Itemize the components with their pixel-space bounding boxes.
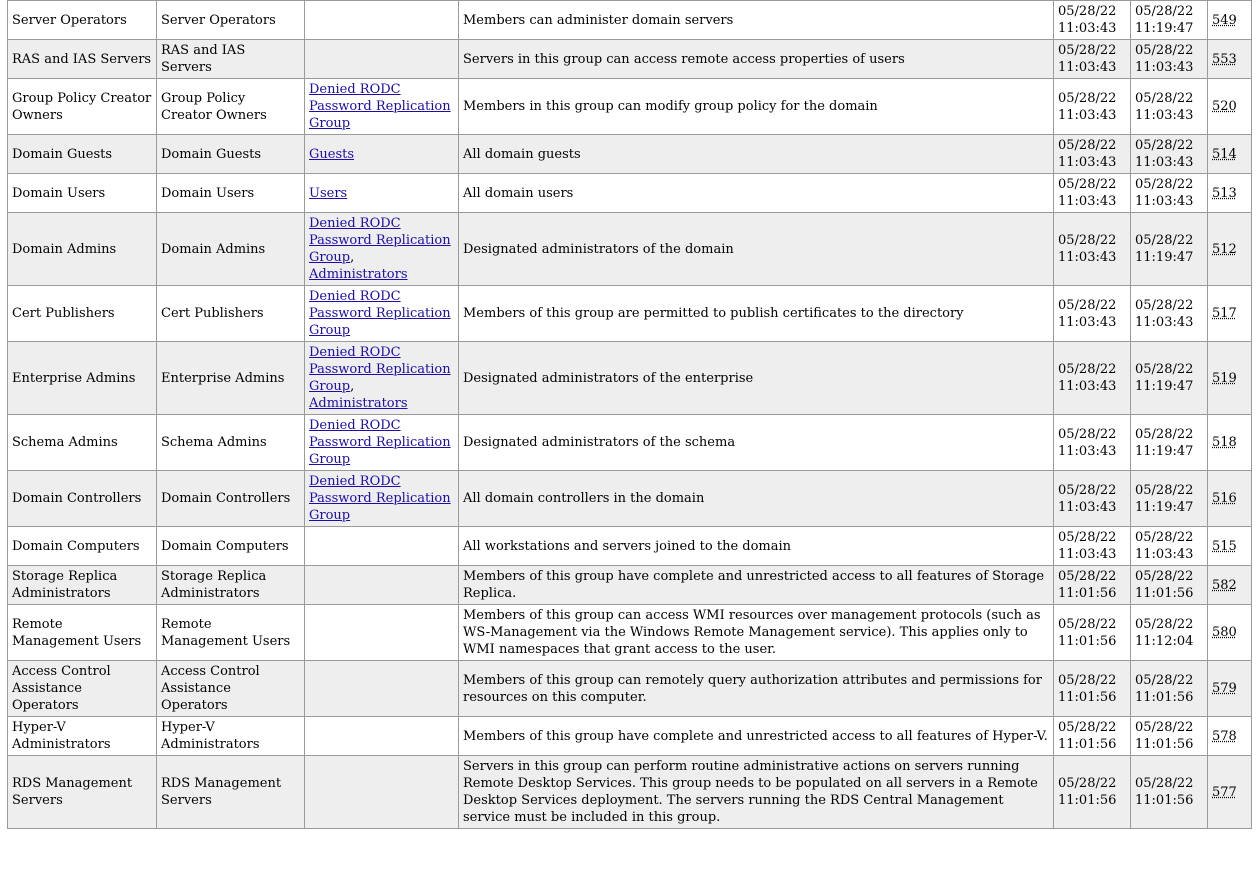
created-date: 05/28/22 — [1058, 569, 1117, 584]
created-date: 05/28/22 — [1058, 672, 1117, 688]
changed-time: 11:03:43 — [1135, 194, 1194, 209]
description-cell: Members of this group have complete and unrestricted access to all features of Storage Replica. — [459, 566, 1054, 605]
rid-cell — [1208, 342, 1252, 415]
created-date: 05/28/22 — [1058, 776, 1117, 791]
table-row — [8, 213, 1252, 286]
changed-cell — [1131, 286, 1208, 342]
changed-date: 05/28/22 — [1135, 616, 1194, 632]
table-row — [8, 661, 1252, 717]
changed-cell — [1131, 342, 1208, 415]
rid-value: 577 — [1212, 784, 1237, 800]
rid-cell — [1208, 40, 1252, 79]
description-cell: Members of this group can remotely query authorization attributes and permissions for resources on this computer. — [459, 661, 1054, 717]
rid-value: 513 — [1212, 185, 1237, 201]
changed-time: 11:19:47 — [1135, 21, 1194, 36]
changed-date: 05/28/22 — [1135, 138, 1194, 153]
table-row — [8, 1, 1252, 40]
changed-date: 05/28/22 — [1135, 362, 1194, 377]
created-cell — [1054, 286, 1131, 342]
sam-account-name-cell: Domain Computers — [8, 527, 157, 566]
description-cell: Members can administer domain servers — [459, 1, 1054, 40]
created-date: 05/28/22 — [1058, 362, 1117, 377]
member-of-link[interactable]: Administrators — [309, 267, 408, 282]
sam-account-name-cell: Domain Admins — [8, 213, 157, 286]
changed-cell — [1131, 1, 1208, 40]
changed-cell — [1131, 717, 1208, 756]
changed-date: 05/28/22 — [1135, 43, 1194, 58]
rid-value: 514 — [1212, 146, 1237, 162]
member-of-cell — [305, 717, 459, 756]
common-name-cell: Storage Replica Administrators — [157, 566, 305, 605]
common-name-cell: Server Operators — [157, 1, 305, 40]
rid-value: 578 — [1212, 728, 1237, 744]
member-separator: , — [350, 379, 355, 394]
rid-value: 549 — [1212, 12, 1237, 28]
common-name-cell: Domain Guests — [157, 135, 305, 174]
created-cell — [1054, 756, 1131, 829]
created-time: 11:03:43 — [1058, 107, 1117, 123]
changed-time: 11:03:43 — [1135, 107, 1194, 123]
rid-value: 512 — [1212, 241, 1237, 257]
changed-cell — [1131, 135, 1208, 174]
sam-account-name-cell: Storage Replica Administrators — [8, 566, 157, 605]
description-cell: All domain controllers in the domain — [459, 471, 1054, 527]
created-time: 11:03:43 — [1058, 547, 1117, 562]
common-name-cell: Remote Management Users — [157, 605, 305, 661]
changed-date: 05/28/22 — [1135, 426, 1194, 442]
rid-value: 519 — [1212, 370, 1237, 386]
changed-time: 11:19:47 — [1135, 250, 1194, 265]
description-cell: Members of this group can access WMI resources over management protocols (such as WS-Management via the Windows Remote Management service). This applies only to WMI namespaces that grant access to the user. — [459, 605, 1054, 661]
table-row — [8, 605, 1252, 661]
rid-cell — [1208, 79, 1252, 135]
changed-time: 11:19:47 — [1135, 379, 1194, 394]
rid-cell — [1208, 174, 1252, 213]
sam-account-name-cell: Domain Guests — [8, 135, 157, 174]
table-row — [8, 342, 1252, 415]
changed-time: 11:03:43 — [1135, 60, 1194, 75]
common-name-cell: RDS Management Servers — [157, 756, 305, 829]
changed-date: 05/28/22 — [1135, 90, 1194, 106]
table-row — [8, 415, 1252, 471]
changed-cell — [1131, 213, 1208, 286]
created-cell — [1054, 40, 1131, 79]
created-time: 11:03:43 — [1058, 194, 1117, 209]
common-name-cell: Domain Admins — [157, 213, 305, 286]
rid-cell — [1208, 566, 1252, 605]
changed-date: 05/28/22 — [1135, 482, 1194, 498]
description-cell: Designated administrators of the schema — [459, 415, 1054, 471]
rid-value: 579 — [1212, 681, 1237, 696]
created-date: 05/28/22 — [1058, 530, 1117, 545]
sam-account-name-cell: Schema Admins — [8, 415, 157, 471]
changed-cell — [1131, 605, 1208, 661]
created-cell — [1054, 527, 1131, 566]
created-date: 05/28/22 — [1058, 482, 1117, 498]
created-time: 11:03:43 — [1058, 60, 1117, 75]
rid-cell — [1208, 213, 1252, 286]
member-of-cell — [305, 286, 459, 342]
created-date: 05/28/22 — [1058, 43, 1117, 58]
description-cell: All domain users — [459, 174, 1054, 213]
changed-date: 05/28/22 — [1135, 776, 1194, 791]
created-time: 11:03:43 — [1058, 21, 1117, 36]
created-time: 11:01:56 — [1058, 737, 1117, 752]
rid-cell — [1208, 1, 1252, 40]
common-name-cell: Group Policy Creator Owners — [157, 79, 305, 135]
rid-value: 520 — [1212, 99, 1237, 114]
rid-cell — [1208, 286, 1252, 342]
rid-cell — [1208, 471, 1252, 527]
table-row — [8, 566, 1252, 605]
changed-date: 05/28/22 — [1135, 720, 1194, 735]
common-name-cell: Access Control Assistance Operators — [157, 661, 305, 717]
table-row — [8, 756, 1252, 829]
member-of-cell — [305, 566, 459, 605]
created-date: 05/28/22 — [1058, 177, 1117, 192]
rid-cell — [1208, 661, 1252, 717]
table-row — [8, 135, 1252, 174]
sam-account-name-cell: Group Policy Creator Owners — [8, 79, 157, 135]
created-date: 05/28/22 — [1058, 297, 1117, 313]
sam-account-name-cell: Domain Users — [8, 174, 157, 213]
description-cell: Designated administrators of the domain — [459, 213, 1054, 286]
member-separator: , — [350, 250, 355, 265]
sam-account-name-cell: Enterprise Admins — [8, 342, 157, 415]
created-time: 11:01:56 — [1058, 689, 1117, 705]
sam-account-name-cell: Access Control Assistance Operators — [8, 661, 157, 717]
table-row — [8, 174, 1252, 213]
created-cell — [1054, 342, 1131, 415]
changed-cell — [1131, 566, 1208, 605]
member-of-cell — [305, 527, 459, 566]
member-of-link[interactable]: Denied RODC Password Replication Group — [309, 345, 451, 394]
member-of-cell — [305, 415, 459, 471]
member-of-cell — [305, 213, 459, 286]
changed-cell — [1131, 527, 1208, 566]
rid-cell — [1208, 135, 1252, 174]
member-of-link[interactable]: Administrators — [309, 396, 408, 411]
created-cell — [1054, 135, 1131, 174]
created-cell — [1054, 605, 1131, 661]
description-cell: Servers in this group can perform routine administrative actions on servers running Remote Desktop Services. This group needs to be populated on all servers in a Remote Desktop Services deployment. The servers running the RDS Central Management service must be included in this group. — [459, 756, 1054, 829]
created-time: 11:01:56 — [1058, 633, 1117, 649]
created-date: 05/28/22 — [1058, 233, 1117, 248]
description-cell: Members in this group can modify group policy for the domain — [459, 79, 1054, 135]
table-row — [8, 40, 1252, 79]
rid-cell — [1208, 756, 1252, 829]
member-of-link[interactable]: Denied RODC Password Replication Group — [309, 418, 451, 467]
member-of-cell — [305, 756, 459, 829]
changed-time: 11:19:47 — [1135, 499, 1194, 515]
common-name-cell: RAS and IAS Servers — [157, 40, 305, 79]
created-cell — [1054, 213, 1131, 286]
groups-table-body — [8, 1, 1252, 829]
created-time: 11:03:43 — [1058, 155, 1117, 170]
changed-cell — [1131, 471, 1208, 527]
member-of-link[interactable]: Denied RODC Password Replication Group — [309, 82, 451, 131]
member-of-cell — [305, 135, 459, 174]
table-row — [8, 79, 1252, 135]
member-of-link[interactable]: Denied RODC Password Replication Group — [309, 216, 451, 265]
created-time: 11:03:43 — [1058, 499, 1117, 515]
changed-date: 05/28/22 — [1135, 177, 1194, 192]
changed-cell — [1131, 415, 1208, 471]
groups-table — [7, 0, 1252, 829]
created-date: 05/28/22 — [1058, 616, 1117, 632]
common-name-cell: Domain Controllers — [157, 471, 305, 527]
sam-account-name-cell: Hyper-V Administrators — [8, 717, 157, 756]
description-cell: All domain guests — [459, 135, 1054, 174]
rid-value: 553 — [1212, 51, 1237, 67]
created-cell — [1054, 415, 1131, 471]
member-of-link[interactable]: Denied RODC Password Replication Group — [309, 289, 451, 338]
created-time: 11:03:43 — [1058, 379, 1117, 394]
created-cell — [1054, 174, 1131, 213]
rid-cell — [1208, 415, 1252, 471]
rid-value: 518 — [1212, 435, 1237, 450]
description-cell: Members of this group are permitted to publish certificates to the directory — [459, 286, 1054, 342]
member-of-link[interactable]: Guests — [309, 146, 355, 162]
member-of-cell — [305, 471, 459, 527]
created-date: 05/28/22 — [1058, 138, 1117, 153]
changed-time: 11:12:04 — [1135, 633, 1194, 649]
rid-value: 582 — [1212, 577, 1237, 593]
member-of-cell — [305, 342, 459, 415]
table-row — [8, 471, 1252, 527]
sam-account-name-cell: Server Operators — [8, 1, 157, 40]
changed-date: 05/28/22 — [1135, 672, 1194, 688]
common-name-cell: Schema Admins — [157, 415, 305, 471]
rid-cell — [1208, 605, 1252, 661]
changed-cell — [1131, 661, 1208, 717]
changed-date: 05/28/22 — [1135, 297, 1194, 313]
sam-account-name-cell: Remote Management Users — [8, 605, 157, 661]
sam-account-name-cell: Cert Publishers — [8, 286, 157, 342]
common-name-cell: Domain Computers — [157, 527, 305, 566]
member-of-link[interactable]: Users — [309, 185, 348, 201]
sam-account-name-cell: Domain Controllers — [8, 471, 157, 527]
changed-time: 11:03:43 — [1135, 155, 1194, 170]
changed-cell — [1131, 756, 1208, 829]
changed-time: 11:01:56 — [1135, 689, 1194, 705]
changed-time: 11:19:47 — [1135, 443, 1194, 459]
common-name-cell: Cert Publishers — [157, 286, 305, 342]
member-of-cell — [305, 1, 459, 40]
description-cell: Servers in this group can access remote access properties of users — [459, 40, 1054, 79]
created-cell — [1054, 79, 1131, 135]
sam-account-name-cell: RDS Management Servers — [8, 756, 157, 829]
created-date: 05/28/22 — [1058, 4, 1117, 19]
description-cell: Members of this group have complete and unrestricted access to all features of Hyper-V. — [459, 717, 1054, 756]
changed-date: 05/28/22 — [1135, 530, 1194, 545]
rid-value: 517 — [1212, 306, 1237, 321]
changed-date: 05/28/22 — [1135, 4, 1194, 19]
created-cell — [1054, 471, 1131, 527]
created-time: 11:03:43 — [1058, 314, 1117, 330]
table-row — [8, 717, 1252, 756]
changed-date: 05/28/22 — [1135, 569, 1194, 584]
changed-time: 11:03:43 — [1135, 314, 1194, 330]
common-name-cell: Domain Users — [157, 174, 305, 213]
rid-value: 516 — [1212, 491, 1237, 506]
member-of-cell — [305, 605, 459, 661]
changed-cell — [1131, 79, 1208, 135]
common-name-cell: Hyper-V Administrators — [157, 717, 305, 756]
table-row — [8, 527, 1252, 566]
changed-time: 11:01:56 — [1135, 737, 1194, 752]
changed-time: 11:03:43 — [1135, 547, 1194, 562]
created-cell — [1054, 1, 1131, 40]
rid-cell — [1208, 717, 1252, 756]
table-row — [8, 286, 1252, 342]
member-of-link[interactable]: Denied RODC Password Replication Group — [309, 474, 451, 523]
changed-date: 05/28/22 — [1135, 233, 1194, 248]
changed-time: 11:01:56 — [1135, 586, 1194, 601]
sam-account-name-cell: RAS and IAS Servers — [8, 40, 157, 79]
created-date: 05/28/22 — [1058, 720, 1117, 735]
created-date: 05/28/22 — [1058, 426, 1117, 442]
created-time: 11:03:43 — [1058, 250, 1117, 265]
created-cell — [1054, 566, 1131, 605]
rid-value: 515 — [1212, 538, 1237, 554]
created-cell — [1054, 661, 1131, 717]
rid-cell — [1208, 527, 1252, 566]
created-time: 11:01:56 — [1058, 793, 1117, 808]
changed-time: 11:01:56 — [1135, 793, 1194, 808]
member-of-cell — [305, 661, 459, 717]
member-of-cell — [305, 174, 459, 213]
created-time: 11:03:43 — [1058, 443, 1117, 459]
rid-value: 580 — [1212, 625, 1237, 640]
description-cell: All workstations and servers joined to the domain — [459, 527, 1054, 566]
description-cell: Designated administrators of the enterprise — [459, 342, 1054, 415]
common-name-cell: Enterprise Admins — [157, 342, 305, 415]
changed-cell — [1131, 40, 1208, 79]
created-cell — [1054, 717, 1131, 756]
created-time: 11:01:56 — [1058, 586, 1117, 601]
changed-cell — [1131, 174, 1208, 213]
member-of-cell — [305, 40, 459, 79]
member-of-cell — [305, 79, 459, 135]
created-date: 05/28/22 — [1058, 90, 1117, 106]
